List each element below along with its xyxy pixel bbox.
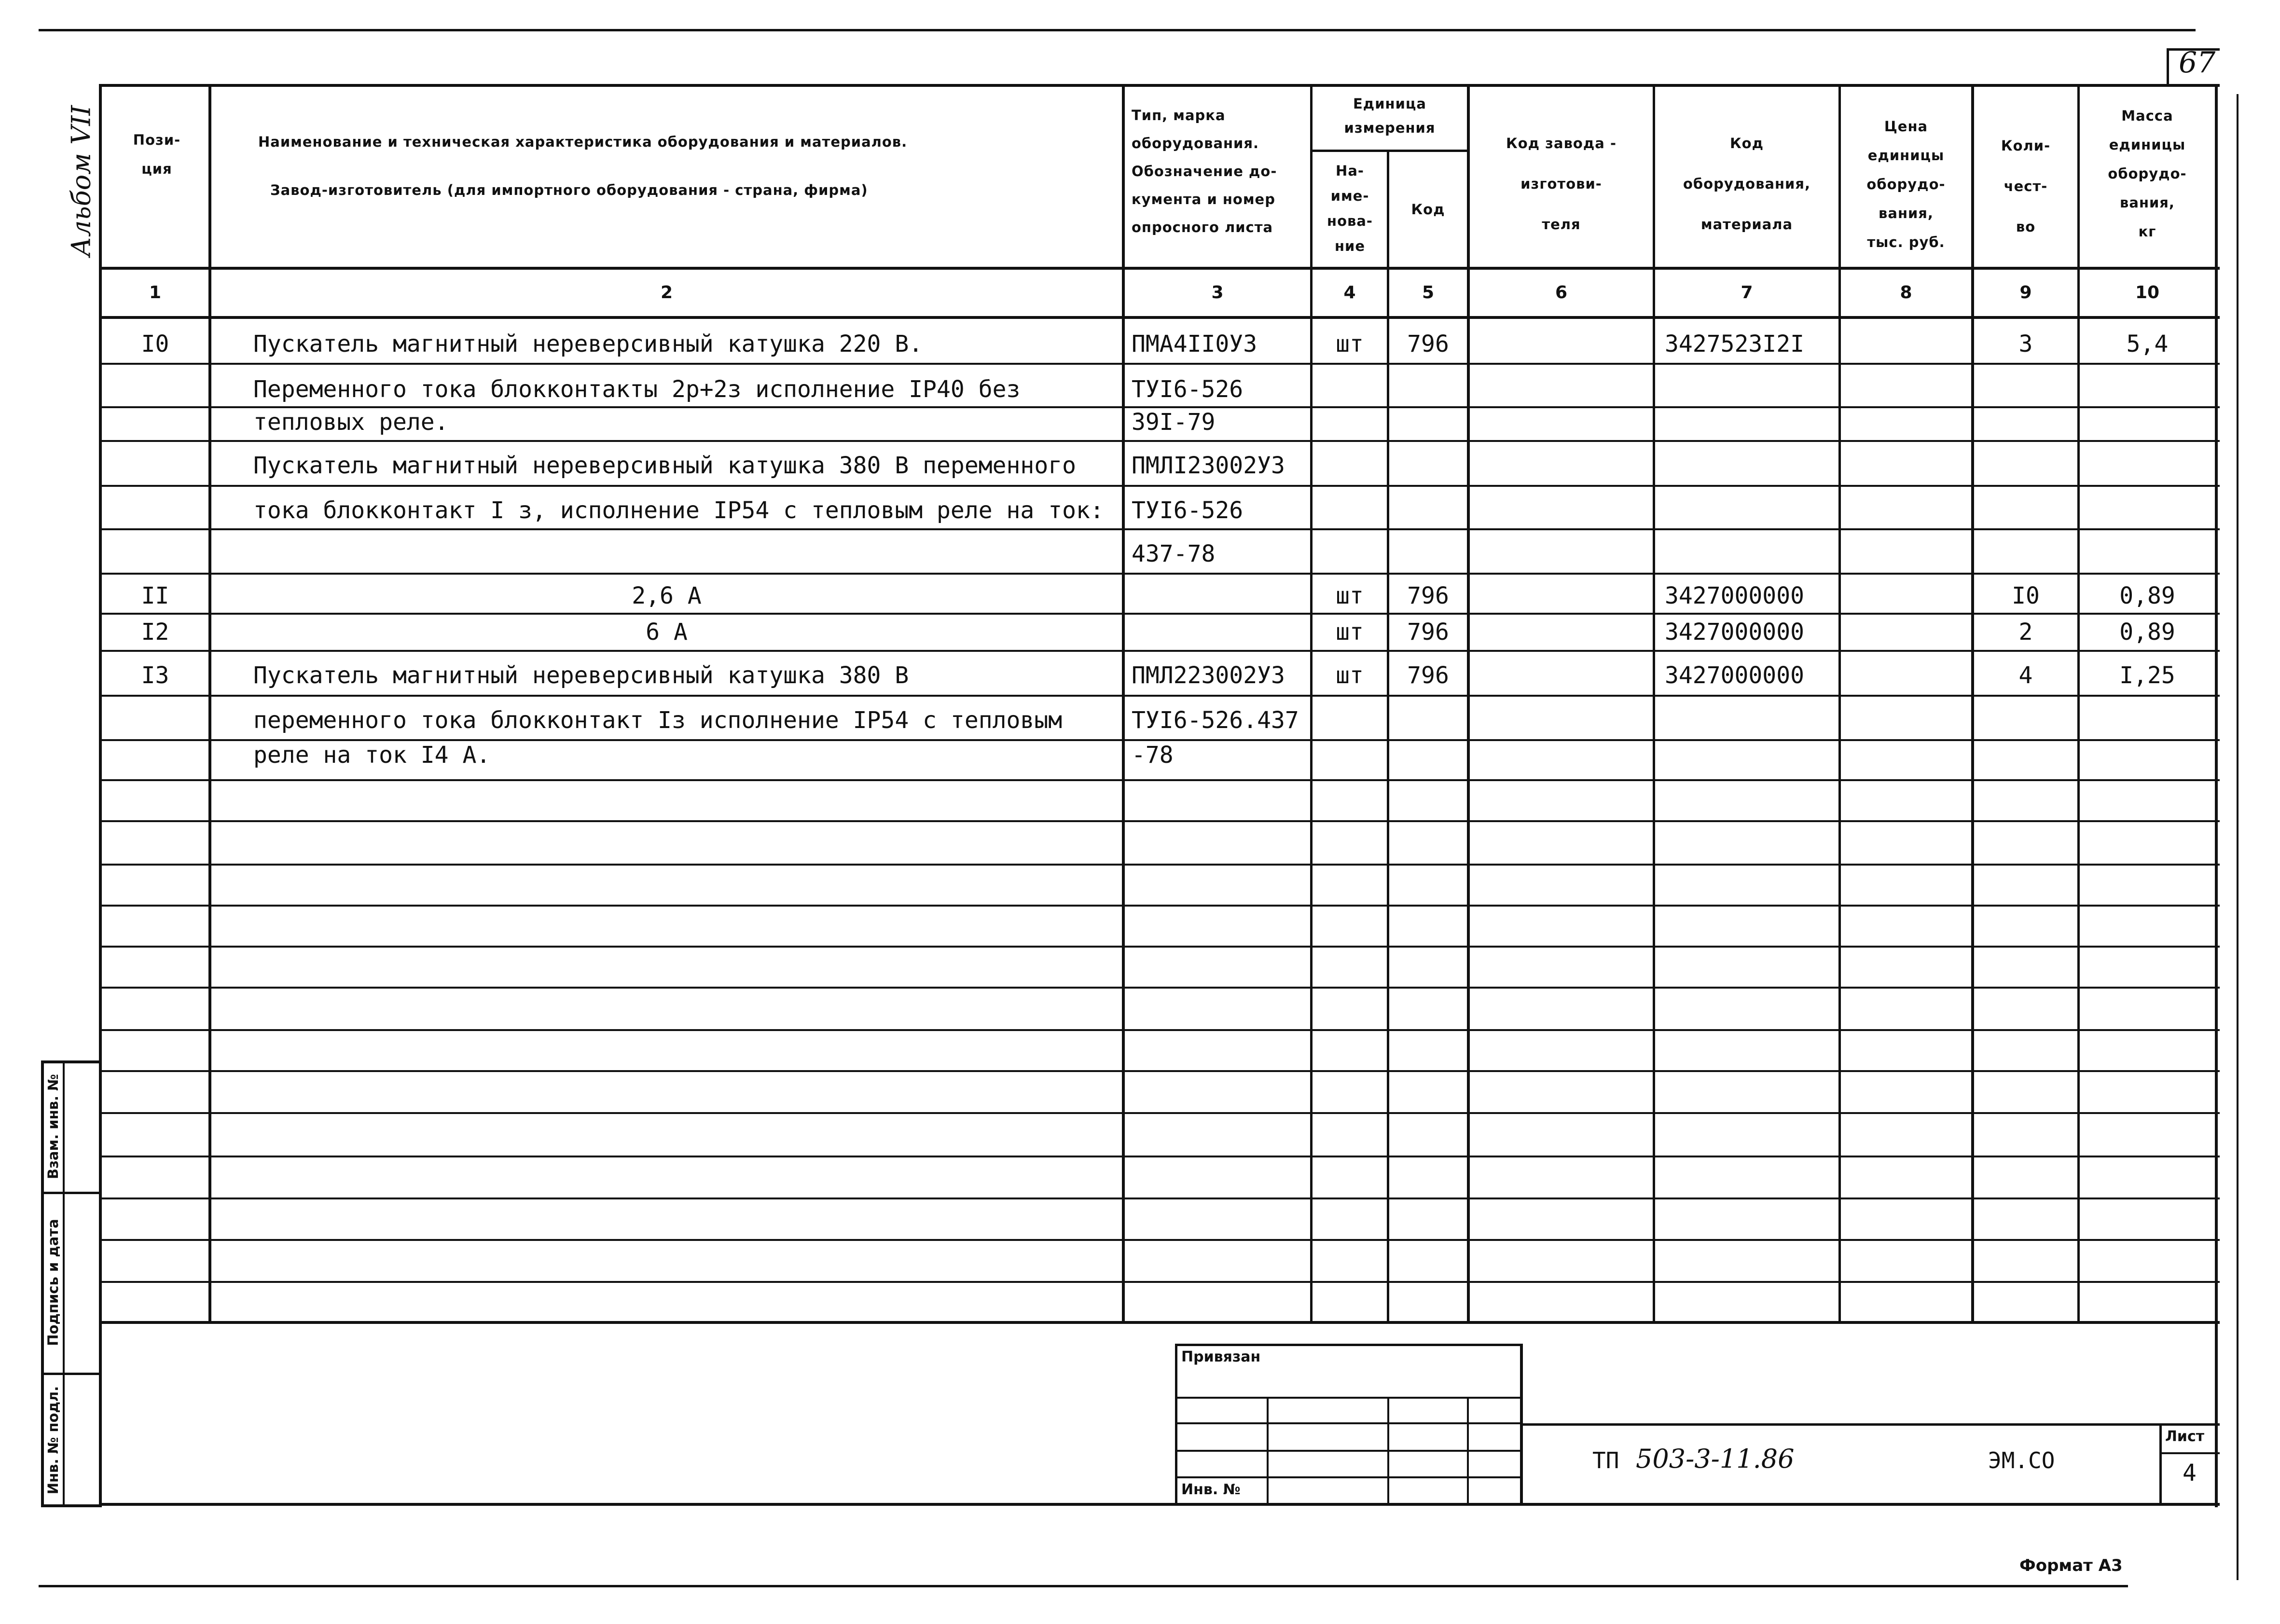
- row-equipment-code: 3427000000: [1665, 662, 1804, 689]
- header-price: Цена единицы оборудо- вания, тыс. руб.: [1866, 118, 1946, 250]
- row-quantity: 4: [2018, 662, 2033, 689]
- row-name: 2,6 А: [632, 582, 702, 609]
- row-type: 437-78: [1132, 540, 1216, 567]
- row-type: ТУI6-526.437: [1132, 707, 1299, 734]
- colnum-1: 1: [149, 283, 162, 303]
- side-stamp-inv-podl: Инв. № подл.: [45, 1386, 61, 1495]
- header-position: Пози- ция: [133, 132, 181, 177]
- row-unit: шт: [1336, 619, 1364, 646]
- colnum-7: 7: [1741, 283, 1753, 303]
- header-type: Тип, марка оборудования. Обозначение до- кумента и номер опросного листа: [1132, 107, 1277, 235]
- header-mass: Масса единицы оборудо- вания, кг: [2108, 108, 2187, 240]
- row-name: Пускатель магнитный нереверсивный катушка 220 В.: [253, 330, 923, 358]
- colnum-2: 2: [660, 283, 673, 303]
- row-unit: шт: [1336, 662, 1364, 689]
- header-unit-code: Код: [1411, 201, 1445, 218]
- row-name: Переменного тока блокконтакты 2р+2з исполнение IP40 без: [253, 376, 1021, 403]
- colnum-9: 9: [2019, 283, 2032, 303]
- row-position: I3: [141, 662, 169, 689]
- row-name: реле на ток I4 А.: [253, 742, 491, 769]
- list-label: Лист: [2165, 1428, 2205, 1445]
- row-name: тепловых реле.: [253, 409, 449, 436]
- list-number: 4: [2183, 1459, 2197, 1486]
- row-mass: I,25: [2119, 662, 2175, 689]
- header-unit-measure: Единица измерения: [1344, 96, 1436, 136]
- title-inv-no: Инв. №: [1181, 1481, 1241, 1498]
- row-name: Пускатель магнитный нереверсивный катушка 380 В: [253, 662, 909, 689]
- row-name: 6 А: [646, 619, 688, 646]
- row-quantity: 3: [2018, 330, 2033, 358]
- row-type: -78: [1132, 742, 1174, 769]
- header-name-line2: Завод-изготовитель (для импортного оборудования - страна, фирма): [270, 182, 868, 198]
- row-unit-code: 796: [1407, 662, 1449, 689]
- row-mass: 0,89: [2119, 619, 2175, 646]
- doc-code-prefix: ТП: [1592, 1447, 1619, 1473]
- row-position: I2: [141, 619, 169, 646]
- row-quantity: I0: [2012, 582, 2040, 609]
- colnum-3: 3: [1211, 283, 1224, 303]
- row-type: ТУI6-526: [1132, 497, 1244, 524]
- header-name-line1: Наименование и техническая характеристика оборудования и материалов.: [258, 134, 908, 150]
- row-type: ПМА4II0У3: [1132, 330, 1257, 358]
- row-name: тока блокконтакт I з, исполнение IP54 с тепловым реле на ток:: [253, 497, 1104, 524]
- album-label: Альбом VII: [66, 105, 97, 257]
- row-position: II: [141, 582, 169, 609]
- colnum-6: 6: [1555, 283, 1568, 303]
- header-quantity: Коли- чест- во: [2001, 138, 2051, 235]
- row-quantity: 2: [2018, 619, 2033, 646]
- colnum-8: 8: [1900, 283, 1912, 303]
- row-equipment-code: 3427000000: [1665, 619, 1804, 646]
- doc-mark: ЭМ.СО: [1988, 1447, 2055, 1473]
- doc-code: 503-3-11.86: [1636, 1444, 1795, 1474]
- row-mass: 0,89: [2119, 582, 2175, 609]
- colnum-10: 10: [2135, 283, 2160, 303]
- colnum-5: 5: [1422, 283, 1435, 303]
- header-unit-name: На- име- нова- ние: [1327, 163, 1373, 254]
- row-type: ТУI6-526: [1132, 376, 1244, 403]
- row-equipment-code: 3427000000: [1665, 582, 1804, 609]
- row-type: ПМЛ223002У3: [1132, 662, 1285, 689]
- row-unit: шт: [1336, 582, 1364, 609]
- row-equipment-code: 3427523I2I: [1665, 330, 1804, 358]
- side-stamp-vzam-inv: Взам. инв. №: [45, 1073, 61, 1180]
- row-type: ПМЛI23002У3: [1132, 452, 1285, 479]
- page-number: 67: [2179, 46, 2216, 80]
- row-type: 39I-79: [1132, 409, 1216, 436]
- format-label: Формат А3: [2019, 1556, 2123, 1575]
- row-position: I0: [141, 330, 169, 358]
- header-factory-code: Код завода - изготови- теля: [1506, 135, 1617, 233]
- title-privyazan: Привязан: [1181, 1349, 1261, 1365]
- row-unit-code: 796: [1407, 582, 1449, 609]
- side-stamp-podpis-data: Подпись и дата: [45, 1219, 61, 1346]
- row-unit: шт: [1336, 330, 1364, 358]
- row-name: переменного тока блокконтакт Iз исполнение IP54 с тепловым: [253, 707, 1063, 734]
- row-unit-code: 796: [1407, 619, 1449, 646]
- row-mass: 5,4: [2126, 330, 2169, 358]
- row-name: Пускатель магнитный нереверсивный катушка 380 В переменного: [253, 452, 1077, 479]
- row-unit-code: 796: [1407, 330, 1449, 358]
- header-equipment-code: Код оборудования, материала: [1683, 135, 1811, 233]
- colnum-4: 4: [1343, 283, 1356, 303]
